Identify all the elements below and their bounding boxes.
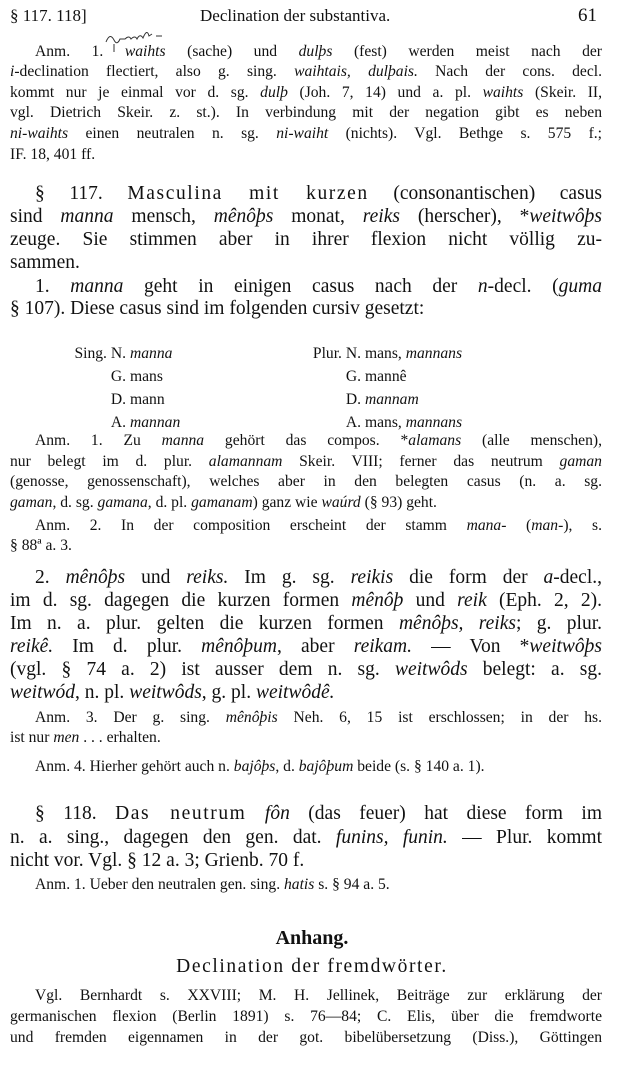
plain-form: mans, [365, 414, 406, 431]
italic-form: mênôþis [225, 709, 278, 726]
italic-form: mana- [466, 517, 507, 534]
text-segment: (alle menschen), [461, 432, 602, 449]
italic-form: ni-waihts [10, 125, 69, 142]
text-segment: monat, [273, 206, 363, 227]
text-segment: s. § 94 a. 5. [314, 876, 390, 893]
plain-form: mans [130, 368, 163, 385]
italic-form: reikam. [353, 636, 413, 657]
text-segment: , d. [275, 758, 299, 775]
italic-form: reiks [362, 206, 400, 227]
italic-form: a [543, 567, 554, 588]
italic-form: manna [161, 432, 205, 449]
italic-form: funins, funin. [335, 827, 448, 848]
note-line [10, 757, 602, 777]
text-line [10, 803, 602, 825]
text-segment: einen neutralen n. sg. [68, 125, 277, 142]
italic-form: mannam [365, 391, 419, 408]
italic-form: hatis [284, 876, 315, 893]
text-segment: sind [10, 206, 61, 227]
text-segment: (Skeir. II, [523, 84, 602, 101]
italic-form: alamans [408, 432, 462, 449]
text-segment: , d. pl. [147, 494, 192, 511]
case-label: G. [345, 368, 361, 385]
text-segment: Anm. 1. Ueber den neutralen gen. sing. [35, 876, 284, 893]
text-segment: ), s. [563, 517, 602, 534]
text-segment: § 88ª a. 3. [10, 537, 72, 554]
text-segment: Vgl. Bernhardt s. XXVIII; M. H. Jellinek, Beiträge zur erklärung der [35, 987, 602, 1004]
italic-form: manna [130, 345, 173, 362]
text-line [10, 567, 602, 589]
case-label: A. [345, 414, 361, 431]
text-segment: nur belegt im d. plur. [10, 453, 209, 470]
italic-form: mênôþs [213, 206, 274, 227]
italic-form: gamana [97, 494, 148, 511]
text-line [10, 276, 602, 298]
text-line [10, 636, 602, 658]
text-segment: -declination flectiert, also g. sing. [14, 63, 295, 80]
text-segment: § 118. [35, 803, 116, 824]
text-segment: (Eph. 2, 2). [486, 590, 603, 611]
text-segment: , d. sg. [52, 494, 98, 511]
text-segment: die form der [393, 567, 544, 588]
text-segment: kommt nur je einmal vor d. sg. [10, 84, 261, 101]
italic-form: mênôþum [201, 636, 277, 657]
note-line [10, 431, 602, 451]
italic-form: weitwôds [394, 659, 468, 680]
text-segment: Im d. plur. [53, 636, 202, 657]
text-segment: . . . erhalten. [79, 729, 161, 746]
case-label: G. [110, 368, 126, 385]
text-segment: Anm. 1. [35, 43, 125, 60]
text-segment: (vgl. § 74 a. 2) ist ausser dem n. sg. [10, 659, 395, 680]
text-segment: 2. [35, 567, 66, 588]
text-segment: , n. pl. [75, 682, 130, 703]
text-segment: (sache) und [165, 43, 299, 60]
case-form [130, 367, 163, 387]
italic-form: manna [70, 276, 124, 297]
text-line [10, 590, 602, 612]
text-segment: (genosse, genossenschaft), welches aber in den belegten casus (n. a. sg. [10, 473, 602, 490]
note-line [10, 516, 602, 536]
text-segment: § 117. [35, 183, 128, 204]
italic-form: mênôþs, reiks [398, 613, 516, 634]
text-line [10, 613, 602, 635]
text-segment: (§ 93) geht. [360, 494, 437, 511]
text-segment [246, 803, 264, 824]
case-label: A. [110, 414, 126, 431]
italic-form: reikis [350, 567, 394, 588]
italic-form: alamannam [208, 453, 283, 470]
text-line [10, 850, 602, 872]
note-line [10, 728, 602, 748]
text-segment: (consonantischen) casus [368, 183, 603, 204]
italic-form: mannan [130, 414, 181, 431]
italic-form: reikê. [10, 636, 54, 657]
case-form [130, 413, 180, 433]
text-segment: -decl., [553, 567, 603, 588]
text-segment: (herscher), * [399, 206, 530, 227]
italic-form: guma [558, 276, 602, 297]
text-line [10, 827, 602, 849]
italic-form: weitwôþs [529, 206, 602, 227]
text-segment: gehört das compos. * [204, 432, 409, 449]
page-number: 61 [578, 5, 597, 26]
case-form [365, 367, 407, 387]
italic-form: gaman [10, 494, 53, 511]
text-line [10, 659, 602, 681]
note-line [10, 536, 602, 556]
text-segment: Nach der cons. decl. [417, 63, 602, 80]
case-label: Plur. N. [312, 345, 361, 362]
italic-form: reiks. [186, 567, 229, 588]
text-segment: Anm. 4. Hierher gehört auch n. [35, 758, 234, 775]
text-segment: belegt: a. sg. [467, 659, 602, 680]
case-form [130, 344, 172, 364]
text-segment: mensch, [113, 206, 214, 227]
text-segment: und [403, 590, 458, 611]
text-segment: im d. sg. dagegen die kurzen formen [10, 590, 352, 611]
text-line [10, 183, 602, 205]
text-line [10, 682, 602, 704]
text-segment: , aber [277, 636, 354, 657]
italic-form: waihts [482, 84, 524, 101]
note-line [10, 124, 602, 144]
case-label: Sing. N. [74, 345, 126, 362]
text-line [10, 206, 602, 228]
text-segment: -decl. ( [487, 276, 559, 297]
text-segment: geht in einigen casus nach der [123, 276, 478, 297]
italic-form: weitwôds [129, 682, 202, 703]
italic-form: weitwód [10, 682, 76, 703]
italic-form: gamanam [191, 494, 253, 511]
note-line [10, 986, 602, 1006]
text-line [10, 229, 602, 251]
text-line [10, 298, 602, 320]
text-segment: Im g. sg. [228, 567, 351, 588]
italic-form: reik [457, 590, 487, 611]
text-line [10, 252, 602, 274]
text-segment: (Joh. 7, 14) und a. pl. [287, 84, 483, 101]
italic-form: waihts [124, 43, 166, 60]
note-line [10, 42, 602, 62]
case-label: D. [110, 391, 126, 408]
text-segment: nicht vor. Vgl. § 12 a. 3; Grienb. 70 f. [10, 850, 305, 871]
text-segment: Das neutrum [115, 803, 247, 824]
text-segment: sammen. [10, 252, 80, 273]
text-segment: und fremden eigennamen in der got. bibelübersetzung (Diss.), Göttingen [10, 1029, 602, 1046]
note-line [10, 62, 602, 82]
note-line [10, 145, 602, 165]
italic-form: bajôþum [298, 758, 354, 775]
text-segment: Im n. a. plur. gelten die kurzen formen [10, 613, 399, 634]
text-segment: IF. 18, 401 ff. [10, 146, 96, 163]
note-line [10, 1028, 602, 1048]
text-segment: 1. [35, 276, 71, 297]
note-line [10, 452, 602, 472]
italic-form: man- [531, 517, 564, 534]
text-segment: Masculina mit kurzen [127, 183, 369, 204]
plain-form: mann [130, 391, 165, 408]
text-segment: — Plur. kommt [447, 827, 602, 848]
italic-form: weitwôþs [529, 636, 602, 657]
italic-form: waúrd [321, 494, 361, 511]
text-segment: ) ganz wie [252, 494, 322, 511]
italic-form: dulþs [298, 43, 333, 60]
italic-form: n [477, 276, 488, 297]
italic-form: manna [60, 206, 114, 227]
note-line [10, 103, 602, 123]
text-segment: ( [506, 517, 532, 534]
text-segment: Anm. 3. Der g. sing. [35, 709, 226, 726]
case-form [130, 390, 165, 410]
italic-form: weitwôdê. [255, 682, 335, 703]
case-form [365, 344, 462, 364]
italic-form: mannans [405, 345, 463, 362]
running-title: Declination der substantiva. [200, 6, 391, 25]
note-line [10, 83, 602, 103]
plain-form: mannê [365, 368, 407, 385]
note-line [10, 875, 602, 895]
text-segment: ; g. plur. [515, 613, 603, 634]
italic-form: bajôþs [233, 758, 276, 775]
text-segment: beide (s. § 140 a. 1). [353, 758, 485, 775]
text-segment: germanischen flexion (Berlin 1891) s. 76—84; C. Elis, über die fremdworte [10, 1008, 602, 1025]
case-label: D. [345, 391, 361, 408]
italic-form: mannans [405, 414, 463, 431]
italic-form: dulþ [260, 84, 288, 101]
text-segment: , g. pl. [201, 682, 256, 703]
text-segment: Anm. 2. In der composition erscheint der stamm [35, 517, 467, 534]
case-form [365, 413, 462, 433]
text-segment: (fest) werden meist nach der [332, 43, 603, 60]
text-segment: n. a. sing., dagegen den gen. dat. [10, 827, 336, 848]
note-line [10, 1007, 602, 1027]
text-segment: (das feuer) hat diese form im [289, 803, 602, 824]
note-line [10, 493, 602, 513]
plain-form: mans, [365, 345, 406, 362]
note-line [10, 708, 602, 728]
text-segment: Skeir. VIII; ferner das neutrum [282, 453, 560, 470]
appendix-heading: Anhang. [275, 927, 349, 949]
text-segment: Neh. 6, 15 ist erschlossen; in der hs. [277, 709, 603, 726]
text-segment: (nichts). Vgl. Bethge s. 575 f.; [328, 125, 602, 142]
text-segment: und [125, 567, 187, 588]
italic-form: fôn [264, 803, 290, 824]
appendix-subheading: Declination der fremdwörter. [176, 956, 448, 977]
text-segment: — Von * [412, 636, 530, 657]
italic-form: gaman [559, 453, 602, 470]
text-segment: § 107). Diese casus sind im folgenden cursiv gesetzt: [10, 298, 425, 319]
text-segment: zeuge. Sie stimmen aber in ihrer flexion nicht völlig zu- [10, 229, 602, 250]
section-range: § 117. 118] [10, 6, 87, 25]
case-form [365, 390, 419, 410]
text-segment: ist nur [10, 729, 54, 746]
italic-form: ni-waiht [276, 125, 329, 142]
italic-form: waihtais, dulþais. [294, 63, 418, 80]
italic-form: men [53, 729, 80, 746]
italic-form: i [10, 63, 15, 80]
italic-form: mênôþs [65, 567, 126, 588]
text-segment: Anm. 1. Zu [35, 432, 162, 449]
note-line [10, 472, 602, 492]
italic-form: mênôþ [351, 590, 404, 611]
text-segment: vgl. Dietrich Skeir. z. st.). In verbindung mit der negation gibt es neben [10, 104, 602, 121]
